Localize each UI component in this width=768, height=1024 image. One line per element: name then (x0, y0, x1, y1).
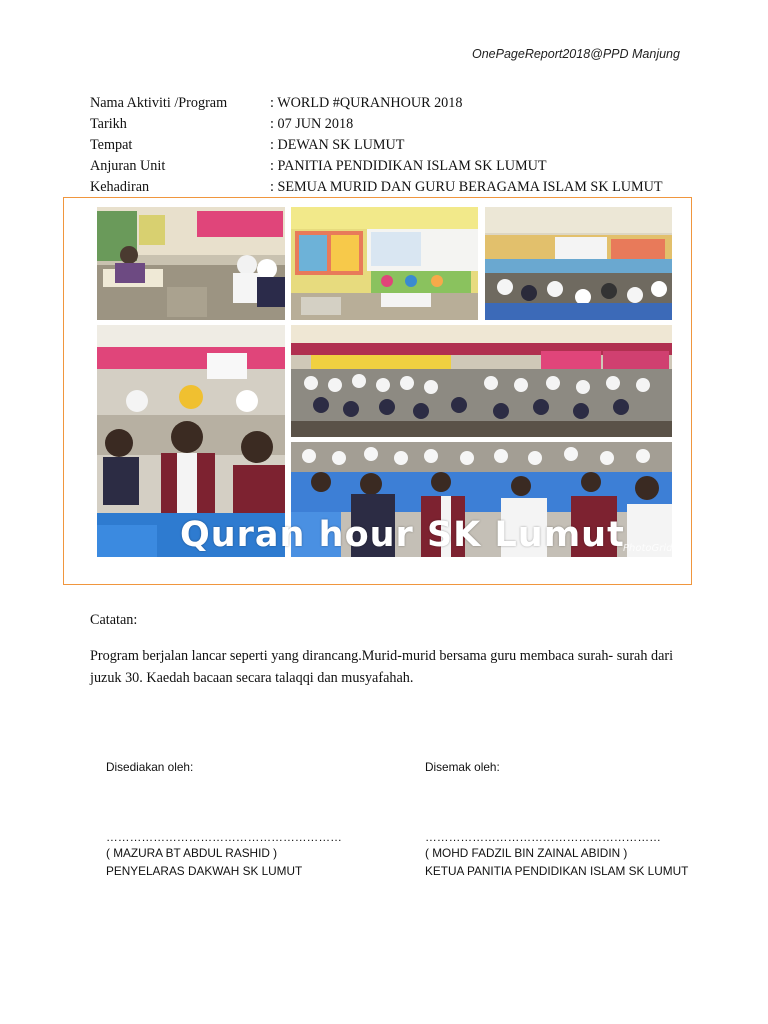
collage-watermark: PhotoGrid (623, 543, 673, 554)
checked-by-title: Disemak oleh: (425, 760, 500, 774)
event-photo-1 (97, 207, 285, 320)
info-value: : DEWAN SK LUMUT (270, 137, 405, 153)
collage-caption: Quran hour SK Lumut (180, 515, 625, 555)
signatory-role: KETUA PANITIA PENDIDIKAN ISLAM SK LUMUT (425, 864, 689, 878)
info-row-activity (90, 93, 663, 114)
info-label: Anjuran Unit (90, 158, 166, 174)
signatory-role: PENYELARAS DAKWAH SK LUMUT (106, 864, 303, 878)
notes-text: Program berjalan lancar seperti yang dirancang.Murid-murid bersama guru membaca surah- surah dari juzuk 30. Kaedah bacaan secara talaqqi dan musyafahah. (90, 648, 674, 686)
info-value: : SEMUA MURID DAN GURU BERAGAMA ISLAM SK LUMUT (270, 179, 663, 195)
info-value: : WORLD #QURANHOUR 2018 (270, 95, 463, 111)
signature-line: …………………………………………………… (106, 830, 342, 844)
checked-by-signature (425, 760, 688, 880)
signatory-name: ( MAZURA BT ABDUL RASHID ) (106, 846, 278, 860)
signature-line: …………………………………………………… (425, 830, 661, 844)
info-value: : 07 JUN 2018 (270, 116, 354, 132)
info-row-date (90, 114, 663, 135)
photo-collage (97, 207, 672, 557)
info-row-organizer (90, 156, 663, 177)
info-label: Nama Aktiviti /Program (90, 95, 228, 111)
notes-label: Catatan: (90, 612, 138, 628)
signatory-name: ( MOHD FADZIL BIN ZAINAL ABIDIN ) (425, 846, 628, 860)
event-photo-5 (291, 325, 672, 437)
prepared-by-title: Disediakan oleh: (106, 760, 194, 774)
info-label: Kehadiran (90, 179, 150, 195)
report-tag: OnePageReport2018@PPD Manjung (472, 47, 680, 61)
info-value: : PANITIA PENDIDIKAN ISLAM SK LUMUT (270, 158, 547, 174)
info-row-attendance (90, 177, 663, 198)
event-photo-2 (291, 207, 478, 320)
activity-info (90, 93, 663, 198)
prepared-by-signature (106, 760, 342, 880)
info-label: Tempat (90, 137, 133, 153)
info-row-venue (90, 135, 663, 156)
info-label: Tarikh (90, 116, 127, 132)
event-photo-3 (485, 207, 672, 320)
